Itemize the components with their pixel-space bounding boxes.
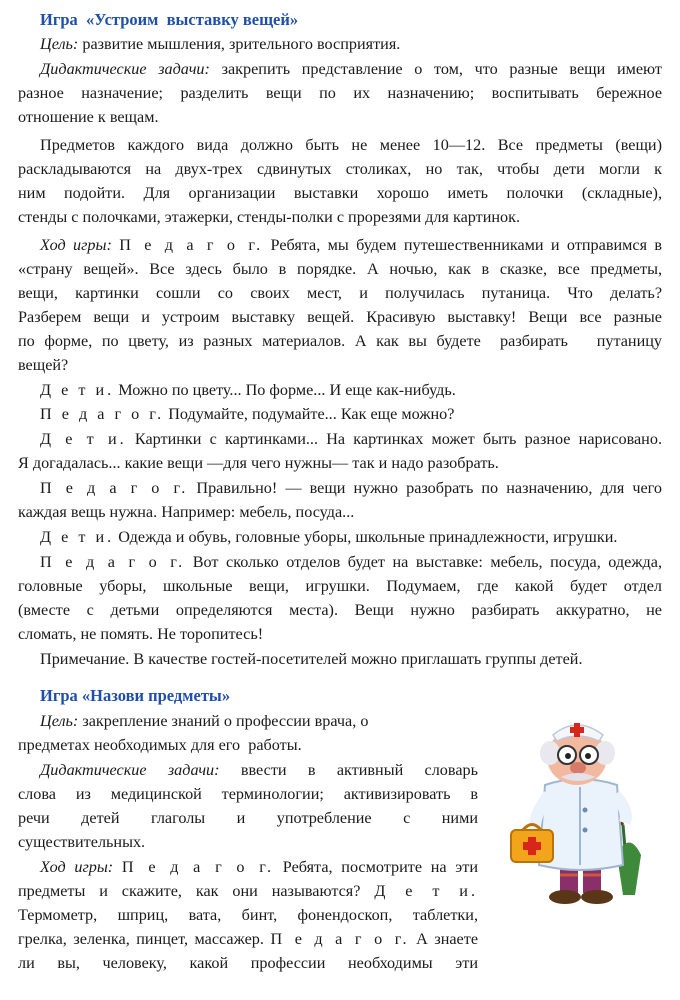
game1-title: Игра «Устроим выставку вещей» bbox=[40, 10, 299, 29]
dialog-children-3: Д е т и. Одежда и обувь, головные уборы, школьные принадлежности, игрушки. bbox=[40, 528, 618, 546]
dialog-teacher-2-line-1: П е д а г о г. Правильно! — вещи нужно разобрать по назначению, для чего bbox=[40, 479, 663, 497]
game1-course-line-5: по форме, по цвету, из разных материалов. А как вы будете разбирать путаницу bbox=[18, 332, 662, 350]
dialog-teacher-1: П е д а г о г. Подумайте, подумайте... Как еще можно? bbox=[40, 405, 455, 423]
game2-course-line-3: Термометр, шприц, вата, бинт, фонендоскоп, таблетки, bbox=[18, 906, 478, 924]
game2-tasks-line-4: существительных. bbox=[18, 833, 146, 851]
game1-course-line-4: Разберем вещи и устроим выставку вещей. Красивую выставку! Вещи все разные bbox=[18, 308, 662, 326]
game2-course-line-2: предметы и скажите, как они называются? Д е т и. bbox=[18, 882, 479, 900]
game1-course-line-3: вещи, картинки сошли со своих мест, и получилась путаница. Что делать? bbox=[18, 284, 662, 302]
game2-tasks-line-3: речи детей глаголы и употребление с ними bbox=[18, 809, 478, 827]
dialog-children-1: Д е т и. Можно по цвету... По форме... И еще как-нибудь. bbox=[40, 381, 456, 399]
game2-tasks-line-2: слова из медицинской терминологии; активизировать в bbox=[18, 785, 478, 803]
game2-course-line-1: Ход игры: П е д а г о г. Ребята, посмотрите на эти bbox=[40, 858, 478, 876]
game1-p1-line-4: стенды с полочками, этажерки, стенды-полки с прорезями для картинок. bbox=[18, 208, 521, 226]
dialog-children-2-line-2: Я догадалась... какие вещи —для чего нужны— так и надо разобрать. bbox=[18, 454, 499, 472]
game2-course-line-4: грелка, зеленка, пинцет, массажер. П е д а г о г. А знаете bbox=[18, 930, 479, 948]
dialog-children-2-line-1: Д е т и. Картинки с картинками... На картинках может быть разное нарисовано. bbox=[40, 430, 662, 448]
game2-goal-line-2: предметах необходимых для его работы. bbox=[18, 736, 302, 754]
game2-tasks-line-1: Дидактические задачи: ввести в активный словарь bbox=[40, 761, 478, 779]
game2-goal-line-1: Цель: закрепление знаний о профессии врача, о bbox=[40, 712, 369, 730]
dialog-teacher-3-line-2: головные уборы, школьные вещи, игрушки. Подумаем, где какой будет отдел bbox=[18, 577, 662, 595]
dialog-teacher-3-line-3: (вместе с детьми определяются места). Вещи нужно разбирать аккуратно, не bbox=[18, 601, 662, 619]
game1-p1-line-3: ним подойти. Для организации выставки хорошо иметь полочки (складные), bbox=[18, 184, 662, 202]
game1-tasks-line-1: Дидактические задачи: закрепить представление о том, что разные вещи имеют bbox=[40, 60, 662, 78]
dialog-teacher-3-line-1: П е д а г о г. Вот сколько отделов будет на выставке: мебель, посуда, одежда, bbox=[40, 553, 663, 571]
doctor-illustration bbox=[505, 705, 655, 910]
game1-course-line-2: «страну вещей». Все здесь было в порядке. А ночью, как в сказке, все предметы, bbox=[18, 260, 662, 278]
game1-course-line-1: Ход игры: П е д а г о г. Ребята, мы будем путешественниками и отправимся в bbox=[40, 236, 663, 254]
game1-goal: Цель: развитие мышления, зрительного восприятия. bbox=[40, 35, 401, 53]
goal-label: Цель: bbox=[40, 35, 79, 53]
game2-course-line-5: ли вы, человеку, какой профессии необходимы эти bbox=[18, 954, 478, 972]
dialog-teacher-3-line-4: сломать, не помять. Не торопитесь! bbox=[18, 625, 264, 643]
game1-tasks-line-3: отношение к вещам. bbox=[18, 108, 159, 126]
game1-p1-line-2: раскладываются на двух-трех сдвинутых столиках, но так, чтобы дети могли к bbox=[18, 160, 662, 178]
game1-note: Примечание. В качестве гостей-посетителей можно приглашать группы детей. bbox=[40, 650, 583, 668]
game1-p1-line-1: Предметов каждого вида должно быть не менее 10—12. Все предметы (вещи) bbox=[40, 136, 662, 154]
dialog-teacher-2-line-2: каждая вещь нужна. Например: мебель, посуда... bbox=[18, 503, 355, 521]
game2-title: Игра «Назови предметы» bbox=[40, 686, 231, 705]
game1-course-line-6: вещей? bbox=[18, 356, 69, 374]
game1-tasks-line-2: разное назначение; разделить вещи по их назначению; воспитывать бережное bbox=[18, 84, 662, 102]
